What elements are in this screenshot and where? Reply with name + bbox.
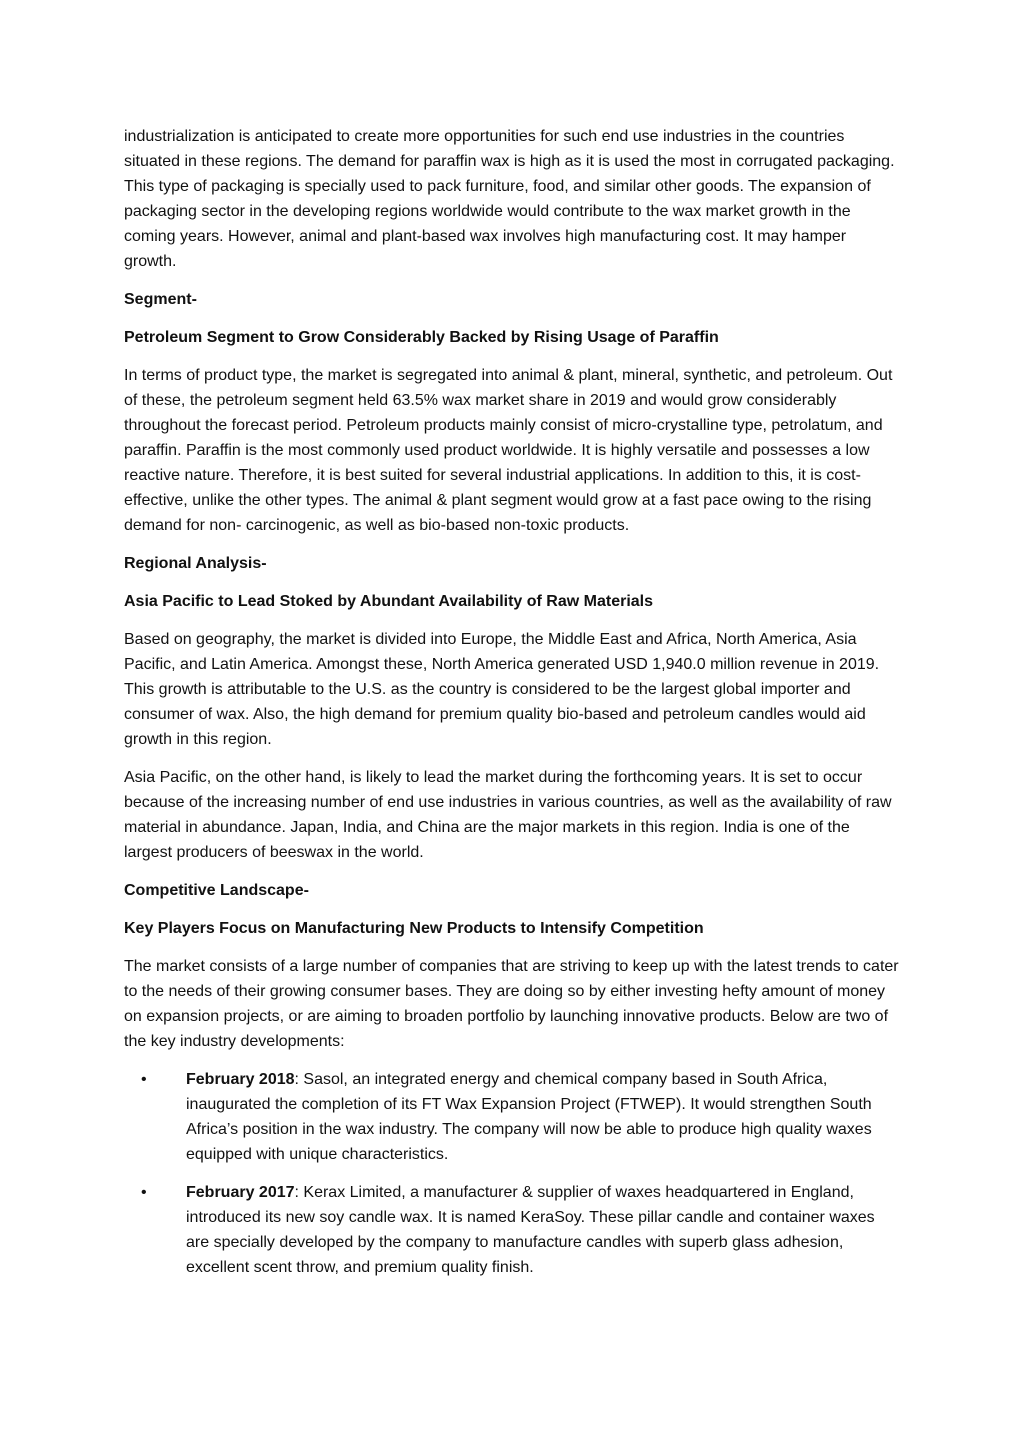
list-item — [124, 1180, 902, 1280]
segment-paragraph: In terms of product type, the market is segregated into animal & plant, mineral, synthetic, and petroleum. Out of these, the petroleum segment held 63.5% wax market share in 2019 and would grow considerably throughout the forecast period. Petroleum products mainly consist of micro-crystalline type, petrolatum, and paraffin. Paraffin is the most commonly used product worldwide. It is highly versatile and possesses a low reactive nature. Therefore, it is best suited for several industrial applications. In addition to this, it is cost-effective, unlike the other types. The animal & plant segment would grow at a fast pace owing to the rising demand for non- carcinogenic, as well as bio-based non-toxic products. — [124, 367, 893, 534]
segment-label: Segment- — [124, 291, 197, 308]
competitive-paragraph: The market consists of a large number of companies that are striving to keep up with the latest trends to cater to the needs of their growing consumer bases. They are doing so by either investing hefty amount of money on expansion projects, or are aiming to broaden portfolio by launching innovative products. Below are two of the key industry developments: — [124, 958, 899, 1050]
development-date: February 2018 — [186, 1071, 295, 1088]
bullet-icon: • — [141, 1071, 147, 1088]
document-page — [124, 124, 902, 1293]
regional-paragraph-2: Asia Pacific, on the other hand, is likely to lead the market during the forthcoming years. It is set to occur because of the increasing number of end use industries in various countries, as well as the availability of raw material in abundance. Japan, India, and China are the major markets in this region. India is one of the largest producers of beeswax in the world. — [124, 769, 892, 861]
developments-list — [124, 1067, 902, 1280]
segment-heading: Petroleum Segment to Grow Considerably Backed by Rising Usage of Paraffin — [124, 329, 719, 346]
competitive-label: Competitive Landscape- — [124, 882, 309, 899]
list-item — [124, 1067, 902, 1167]
regional-paragraph-1: Based on geography, the market is divided into Europe, the Middle East and Africa, North America, Asia Pacific, and Latin America. Amongst these, North America generated USD 1,940.0 million revenue in 2019. This growth is attributable to the U.S. as the country is considered to be the largest global importer and consumer of wax. Also, the high demand for premium quality bio-based and petroleum candles would aid growth in this region. — [124, 631, 880, 748]
development-text: : Kerax Limited, a manufacturer & supplier of waxes headquartered in England, introduced its new soy candle wax. It is named KeraSoy. These pillar candle and container waxes are specially developed by the company to manufacture candles with superb glass adhesion, excellent scent throw, and premium quality finish. — [186, 1184, 875, 1276]
competitive-heading: Key Players Focus on Manufacturing New Products to Intensify Competition — [124, 920, 704, 937]
intro-paragraph: industrialization is anticipated to create more opportunities for such end use industries in the countries situated in these regions. The demand for paraffin wax is high as it is used the most in corrugated packaging. This type of packaging is specially used to pack furniture, food, and similar other goods. The expansion of packaging sector in the developing regions worldwide would contribute to the wax market growth in the coming years. However, animal and plant-based wax involves high manufacturing cost. It may hamper growth. — [124, 128, 895, 270]
regional-label: Regional Analysis- — [124, 555, 267, 572]
bullet-icon: • — [141, 1184, 147, 1201]
development-date: February 2017 — [186, 1184, 295, 1201]
development-text: : Sasol, an integrated energy and chemical company based in South Africa, inaugurated the completion of its FT Wax Expansion Project (FTWEP). It would strengthen South Africa’s position in the wax industry. The company will now be able to produce high quality waxes equipped with unique characteristics. — [186, 1071, 872, 1163]
regional-heading: Asia Pacific to Lead Stoked by Abundant Availability of Raw Materials — [124, 593, 654, 610]
